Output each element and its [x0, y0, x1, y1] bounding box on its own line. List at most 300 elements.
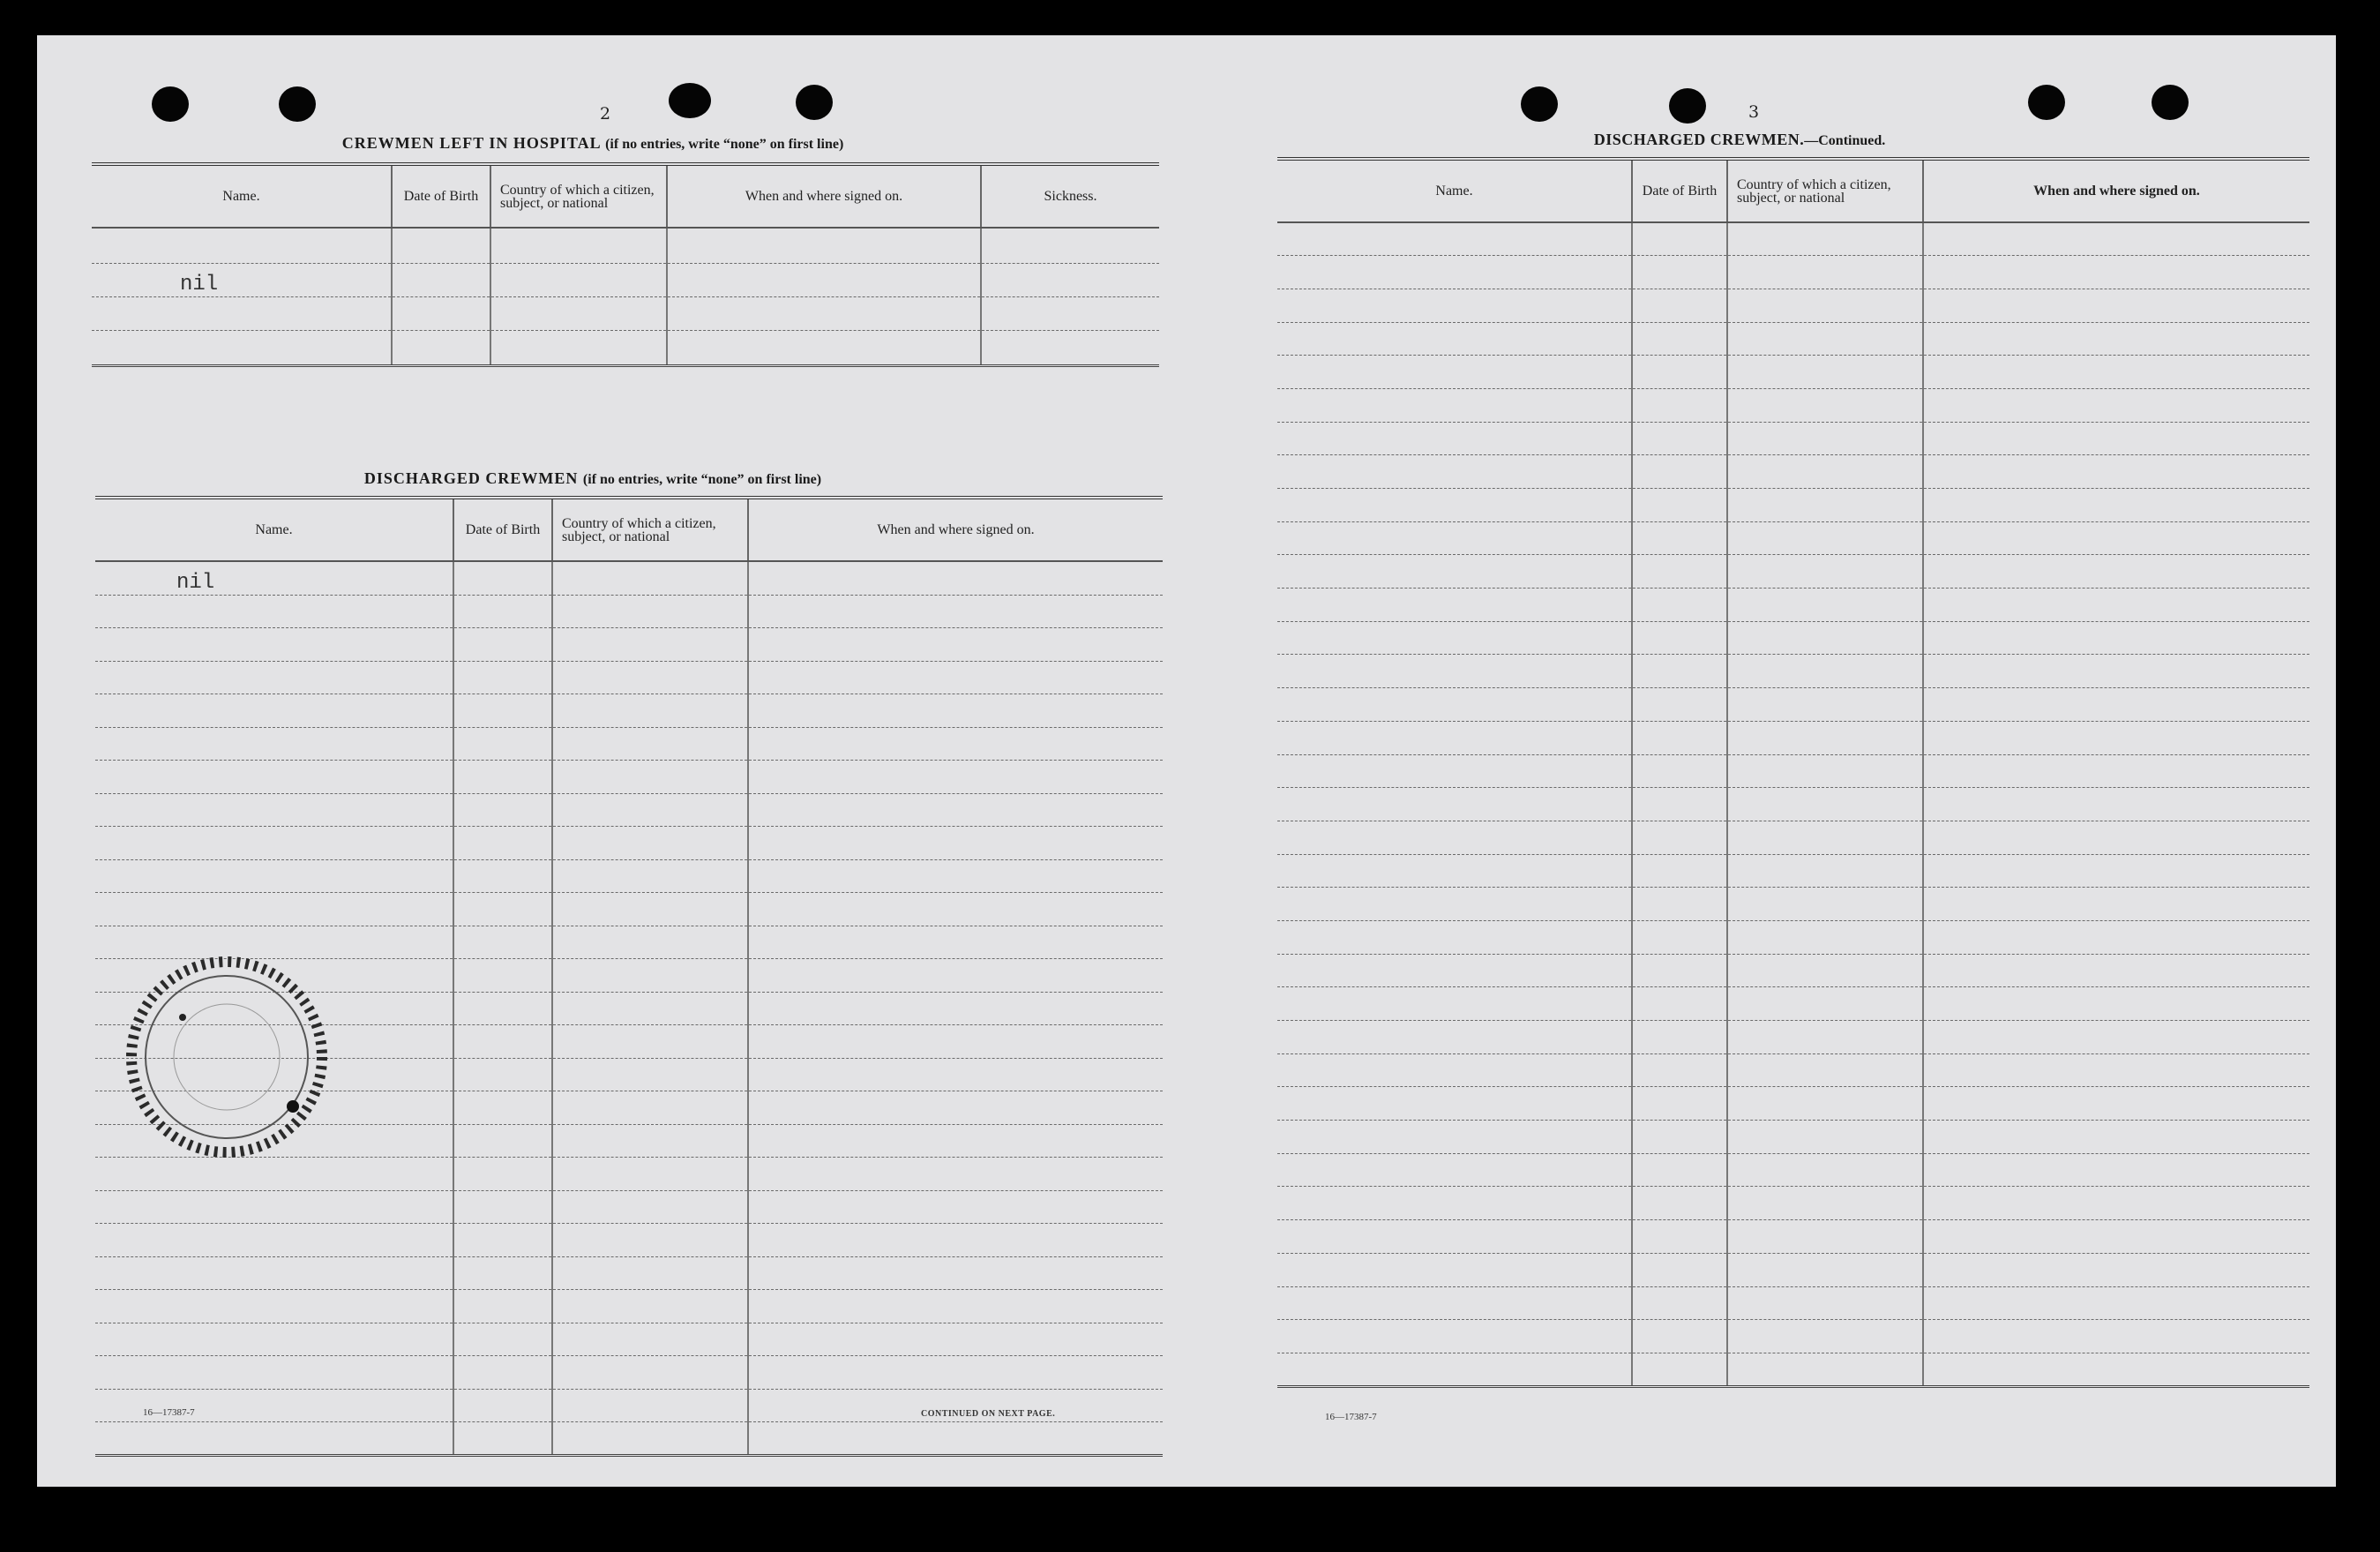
table-row	[1277, 256, 2309, 289]
table-row	[95, 1224, 1163, 1257]
hospital-table	[92, 162, 1159, 367]
table-cell	[1923, 322, 2309, 356]
table-cell	[748, 1256, 1163, 1290]
table-cell	[1923, 1320, 2309, 1353]
table-cell	[1727, 1253, 1923, 1286]
table-cell	[1923, 821, 2309, 854]
table-cell	[1277, 987, 1632, 1021]
table-cell	[1632, 1353, 1727, 1386]
table-cell	[1727, 1087, 1923, 1121]
table-cell	[1727, 555, 1923, 589]
table-cell	[552, 1091, 748, 1125]
table-cell	[1632, 1121, 1727, 1154]
table-cell	[453, 893, 552, 926]
table-cell	[1727, 954, 1923, 987]
table-cell	[1632, 356, 1727, 389]
table-cell	[1923, 455, 2309, 489]
table-cell	[1923, 489, 2309, 522]
form-code: 16—17387-7	[143, 1407, 195, 1418]
table-cell	[1632, 920, 1727, 954]
table-cell	[1277, 655, 1632, 688]
table-cell	[1277, 954, 1632, 987]
table-cell	[1277, 422, 1632, 455]
table-row	[1277, 954, 2309, 987]
table-cell	[1632, 1021, 1727, 1054]
table-cell	[1923, 356, 2309, 389]
table-cell	[1923, 1021, 2309, 1054]
table-cell	[552, 694, 748, 728]
table-cell	[95, 694, 453, 728]
table-row	[1277, 289, 2309, 322]
table-cell	[748, 1124, 1163, 1158]
table-cell	[552, 959, 748, 993]
table-cell	[1277, 1253, 1632, 1286]
table-cell	[1277, 222, 1632, 256]
table-cell	[1923, 954, 2309, 987]
table-cell	[1277, 821, 1632, 854]
table-row	[1277, 1220, 2309, 1254]
table-row	[1277, 688, 2309, 722]
table-cell	[453, 727, 552, 761]
discharged-title-text: DISCHARGED CREWMEN	[363, 469, 579, 487]
table-cell	[1727, 854, 1923, 888]
table-cell	[453, 1025, 552, 1059]
table-cell	[1632, 854, 1727, 888]
table-cell	[453, 992, 552, 1025]
table-cell	[453, 1190, 552, 1224]
table-row	[95, 1290, 1163, 1323]
table-row	[1277, 1153, 2309, 1187]
table-cell	[1632, 621, 1727, 655]
table-cell	[552, 727, 748, 761]
table-cell	[552, 1124, 748, 1158]
table-cell	[552, 1190, 748, 1224]
table-cell	[1277, 489, 1632, 522]
table-row	[95, 893, 1163, 926]
table-cell	[552, 1323, 748, 1356]
table-cell	[453, 1158, 552, 1191]
table-cell	[1632, 1286, 1727, 1320]
table-cell	[453, 1124, 552, 1158]
table-cell	[748, 694, 1163, 728]
table-cell	[1277, 1153, 1632, 1187]
table-cell	[1277, 1353, 1632, 1386]
table-cell	[1727, 888, 1923, 921]
table-cell	[95, 1224, 453, 1257]
table-cell	[453, 761, 552, 794]
table-cell	[1923, 422, 2309, 455]
table-cell	[1632, 1153, 1727, 1187]
table-cell	[552, 1389, 748, 1422]
table-cell	[748, 1323, 1163, 1356]
table-cell	[1277, 754, 1632, 788]
table-cell	[453, 926, 552, 959]
table-row	[1277, 1187, 2309, 1220]
table-cell	[1632, 388, 1727, 422]
table-row	[1277, 821, 2309, 854]
table-cell	[552, 1224, 748, 1257]
table-cell	[552, 595, 748, 628]
table-cell	[95, 661, 453, 694]
table-cell	[1632, 256, 1727, 289]
table-cell	[1727, 788, 1923, 821]
table-cell	[1632, 1187, 1727, 1220]
table-row	[1277, 322, 2309, 356]
table-cell	[1727, 322, 1923, 356]
hospital-section-title	[90, 134, 1096, 153]
discharged-instruction: (if no entries, write “none” on first line)	[582, 472, 822, 487]
table-row	[1277, 888, 2309, 921]
table-row	[95, 628, 1163, 662]
discharged-continued-title	[1466, 131, 2013, 149]
table-cell	[748, 1356, 1163, 1390]
table-cell	[453, 827, 552, 860]
table-cell	[1727, 422, 1923, 455]
table-row	[95, 595, 1163, 628]
table-cell	[1923, 920, 2309, 954]
table-cell	[1923, 721, 2309, 754]
table-cell	[1632, 489, 1727, 522]
table-cell	[1727, 754, 1923, 788]
table-cell	[1277, 1087, 1632, 1121]
table-cell	[1923, 289, 2309, 322]
table-cell	[1727, 455, 1923, 489]
table-cell	[1727, 1220, 1923, 1254]
table-cell	[1277, 920, 1632, 954]
continued-suffix: —Continued.	[1804, 133, 1886, 148]
table-cell	[1727, 621, 1923, 655]
table-row	[1277, 455, 2309, 489]
table-row	[1277, 422, 2309, 455]
table-cell	[1923, 688, 2309, 722]
table-cell	[453, 1389, 552, 1422]
table-row	[1277, 788, 2309, 821]
table-cell	[1632, 1320, 1727, 1353]
table-cell	[1632, 1253, 1727, 1286]
table-row	[1277, 1253, 2309, 1286]
col-header-country: Country of which a citizen, subject, or national	[1727, 159, 1923, 222]
table-cell	[748, 661, 1163, 694]
table-row	[95, 1422, 1163, 1456]
table-cell	[1727, 920, 1923, 954]
table-cell	[1923, 1253, 2309, 1286]
table-cell	[1277, 721, 1632, 754]
table-cell	[1727, 222, 1923, 256]
table-cell	[1632, 222, 1727, 256]
table-cell	[748, 1422, 1163, 1456]
table-cell	[1632, 987, 1727, 1021]
table-cell	[748, 859, 1163, 893]
page-number: 2	[600, 104, 611, 124]
table-cell	[748, 893, 1163, 926]
col-header-signed-on: When and where signed on.	[1923, 159, 2309, 222]
table-cell	[1727, 1021, 1923, 1054]
table-row	[1277, 854, 2309, 888]
table-row	[1277, 754, 2309, 788]
table-cell	[95, 1256, 453, 1290]
table-row	[1277, 920, 2309, 954]
table-cell	[552, 827, 748, 860]
col-header-country: Country of which a citizen, subject, or national	[552, 498, 748, 561]
table-cell	[1632, 888, 1727, 921]
table-cell	[1923, 589, 2309, 622]
table-cell	[95, 859, 453, 893]
continued-note: CONTINUED ON NEXT PAGE.	[921, 1409, 1056, 1419]
table-cell	[1632, 1220, 1727, 1254]
table-cell	[1632, 422, 1727, 455]
table-cell	[1277, 455, 1632, 489]
discharged-continued-table	[1277, 157, 2309, 1388]
table-cell	[1277, 589, 1632, 622]
table-cell	[453, 661, 552, 694]
hospital-title-text: CREWMEN LEFT IN HOSPITAL	[341, 134, 601, 152]
table-cell	[748, 1190, 1163, 1224]
table-cell	[1727, 1187, 1923, 1220]
hospital-instruction: (if no entries, write “none” on first line)	[605, 137, 844, 152]
table-cell	[748, 727, 1163, 761]
table-cell	[1923, 388, 2309, 422]
table-cell	[748, 959, 1163, 993]
table-cell	[1923, 754, 2309, 788]
table-cell	[1277, 256, 1632, 289]
table-cell	[453, 1422, 552, 1456]
table-row	[95, 793, 1163, 827]
table-cell	[453, 1091, 552, 1125]
table-cell	[1923, 621, 2309, 655]
table-cell	[1923, 521, 2309, 555]
table-cell	[748, 827, 1163, 860]
table-cell	[552, 1256, 748, 1290]
table-cell	[95, 1422, 453, 1456]
table-cell	[1632, 954, 1727, 987]
discharged-section-title	[90, 469, 1096, 488]
table-cell	[552, 1025, 748, 1059]
table-cell	[1632, 1087, 1727, 1121]
hospital-entry: nil	[92, 263, 392, 296]
table-row	[1277, 1021, 2309, 1054]
table-row	[1277, 388, 2309, 422]
table-cell	[453, 1256, 552, 1290]
table-cell	[1277, 555, 1632, 589]
table-row	[1277, 1286, 2309, 1320]
table-cell	[552, 1356, 748, 1390]
left-page	[37, 35, 1140, 1487]
table-cell	[748, 761, 1163, 794]
table-cell	[1277, 1320, 1632, 1353]
table-cell	[1727, 589, 1923, 622]
table-cell	[1277, 1187, 1632, 1220]
col-header-birth: Date of Birth	[392, 164, 490, 228]
table-cell	[95, 793, 453, 827]
table-cell	[748, 628, 1163, 662]
table-cell	[453, 1058, 552, 1091]
table-row	[1277, 356, 2309, 389]
table-cell	[1727, 721, 1923, 754]
table-cell	[1277, 888, 1632, 921]
table-cell	[748, 926, 1163, 959]
table-cell	[1727, 987, 1923, 1021]
table-cell	[552, 793, 748, 827]
table-row	[95, 1190, 1163, 1224]
document-sheet	[37, 35, 2336, 1487]
table-row	[1277, 621, 2309, 655]
table-cell	[1727, 388, 1923, 422]
table-cell	[1923, 1187, 2309, 1220]
table-cell	[1632, 521, 1727, 555]
table-cell	[1277, 1053, 1632, 1087]
table-cell	[1277, 854, 1632, 888]
table-cell	[1632, 455, 1727, 489]
table-cell	[1727, 1121, 1923, 1154]
col-header-name: Name.	[95, 498, 453, 561]
table-cell	[95, 628, 453, 662]
table-cell	[1727, 356, 1923, 389]
table-cell	[1727, 289, 1923, 322]
table-row	[1277, 1320, 2309, 1353]
table-cell	[1923, 655, 2309, 688]
table-cell	[1277, 788, 1632, 821]
table-cell	[453, 628, 552, 662]
table-cell	[1727, 688, 1923, 722]
col-header-sickness: Sickness.	[981, 164, 1159, 228]
table-cell	[1727, 1153, 1923, 1187]
table-cell	[1727, 655, 1923, 688]
table-cell	[552, 926, 748, 959]
table-cell	[1923, 987, 2309, 1021]
table-row	[1277, 589, 2309, 622]
table-cell	[1632, 555, 1727, 589]
table-cell	[552, 992, 748, 1025]
table-cell	[1277, 322, 1632, 356]
table-row	[1277, 1121, 2309, 1154]
table-cell	[1277, 1121, 1632, 1154]
table-cell	[1632, 788, 1727, 821]
table-cell	[1277, 388, 1632, 422]
col-header-country: Country of which a citizen, subject, or national	[490, 164, 667, 228]
table-cell	[552, 661, 748, 694]
table-cell	[1923, 222, 2309, 256]
table-row	[1277, 655, 2309, 688]
table-cell	[453, 1323, 552, 1356]
discharged-continued-text: DISCHARGED CREWMEN.	[1593, 131, 1805, 148]
table-row	[1277, 1353, 2309, 1386]
table-cell	[95, 727, 453, 761]
table-cell	[1632, 589, 1727, 622]
table-cell	[748, 1290, 1163, 1323]
table-cell	[95, 827, 453, 860]
table-cell	[1727, 489, 1923, 522]
table-row	[1277, 1087, 2309, 1121]
table-cell	[1277, 688, 1632, 722]
table-cell	[1727, 1286, 1923, 1320]
col-header-birth: Date of Birth	[453, 498, 552, 561]
table-cell	[1277, 356, 1632, 389]
table-row	[95, 694, 1163, 728]
table-row	[1277, 1053, 2309, 1087]
table-cell	[1277, 621, 1632, 655]
table-cell	[1632, 688, 1727, 722]
table-cell	[1632, 655, 1727, 688]
table-cell	[1632, 1053, 1727, 1087]
col-header-birth: Date of Birth	[1632, 159, 1727, 222]
table-cell	[453, 1356, 552, 1390]
table-cell	[1923, 1087, 2309, 1121]
table-cell	[1277, 289, 1632, 322]
table-cell	[1923, 1153, 2309, 1187]
table-cell	[552, 1422, 748, 1456]
col-header-name: Name.	[1277, 159, 1632, 222]
table-cell	[453, 859, 552, 893]
table-cell	[1923, 854, 2309, 888]
table-cell	[1277, 1021, 1632, 1054]
table-cell	[95, 1323, 453, 1356]
table-row	[95, 1256, 1163, 1290]
table-cell	[1923, 555, 2309, 589]
table-cell	[552, 761, 748, 794]
table-cell	[1277, 521, 1632, 555]
table-cell	[1727, 1053, 1923, 1087]
page-number: 3	[1748, 102, 1760, 122]
table-cell	[1632, 821, 1727, 854]
table-cell	[95, 595, 453, 628]
table-row	[95, 1356, 1163, 1390]
table-row	[95, 827, 1163, 860]
table-row	[95, 727, 1163, 761]
table-cell	[1923, 788, 2309, 821]
table-cell	[748, 1091, 1163, 1125]
table-cell	[748, 793, 1163, 827]
table-cell	[552, 1158, 748, 1191]
table-cell	[1277, 1220, 1632, 1254]
table-cell	[95, 761, 453, 794]
table-cell	[1923, 1220, 2309, 1254]
right-page	[1237, 35, 2331, 1487]
table-row	[1277, 222, 2309, 256]
table-cell	[453, 1224, 552, 1257]
table-cell	[95, 1356, 453, 1390]
table-cell	[1923, 1286, 2309, 1320]
col-header-signed-on: When and where signed on.	[748, 498, 1163, 561]
table-cell	[552, 859, 748, 893]
table-cell	[453, 793, 552, 827]
table-row	[1277, 521, 2309, 555]
col-header-name: Name.	[92, 164, 392, 228]
table-cell	[1923, 1353, 2309, 1386]
table-cell	[453, 959, 552, 993]
table-cell	[1727, 256, 1923, 289]
table-cell	[453, 1290, 552, 1323]
table-cell	[95, 893, 453, 926]
table-cell	[748, 1025, 1163, 1059]
table-cell	[1923, 256, 2309, 289]
table-cell	[1923, 1053, 2309, 1087]
table-cell	[552, 1290, 748, 1323]
table-cell	[1923, 1121, 2309, 1154]
table-cell	[95, 1290, 453, 1323]
table-cell	[453, 595, 552, 628]
table-cell	[1632, 322, 1727, 356]
table-cell	[453, 694, 552, 728]
table-row	[1277, 721, 2309, 754]
form-code: 16—17387-7	[1325, 1412, 1377, 1422]
table-cell	[748, 1158, 1163, 1191]
table-cell	[748, 1058, 1163, 1091]
table-cell	[1727, 521, 1923, 555]
circular-inspection-stamp-icon	[121, 951, 333, 1163]
col-header-signed-on: When and where signed on.	[667, 164, 981, 228]
table-row	[95, 661, 1163, 694]
table-cell	[95, 1190, 453, 1224]
